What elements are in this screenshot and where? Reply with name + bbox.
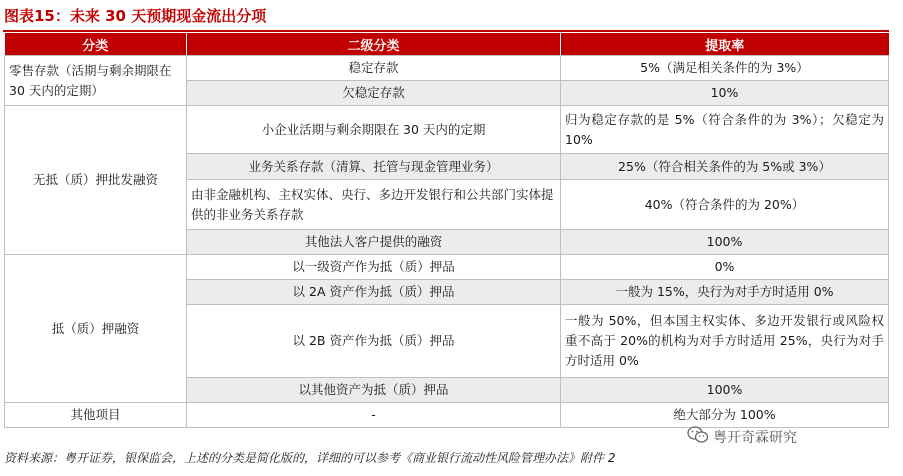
header-subcategory: 二级分类 [187, 33, 561, 56]
subcategory-cell: 由非金融机构、主权实体、央行、多边开发银行和公共部门实体提供的非业务关系存款 [187, 180, 561, 230]
cash-outflow-table [4, 33, 889, 428]
category-cell: 无抵（质）押批发融资 [5, 106, 187, 255]
subcategory-cell: 小企业活期与剩余期限在 30 天内的定期 [187, 106, 561, 154]
header-rate: 提取率 [561, 33, 889, 56]
subcategory-cell: 其他法人客户提供的融资 [187, 230, 561, 255]
category-cell: 零售存款（活期与剩余期限在 30 天内的定期） [5, 56, 187, 106]
rate-cell: 5%（满足相关条件的为 3%） [561, 56, 889, 81]
rate-cell: 10% [561, 81, 889, 106]
rate-cell: 一般为 15%，央行为对手方时适用 0% [561, 280, 889, 305]
source-note: 资料来源：粤开证券，银保监会，上述的分类是简化版的，详细的可以参考《商业银行流动性风险管理办法》附件 2 [4, 451, 616, 465]
watermark-text: 粤开奇霖研究 [713, 430, 797, 446]
watermark [687, 426, 797, 448]
table-row [5, 403, 889, 428]
subcategory-cell: 欠稳定存款 [187, 81, 561, 106]
header-category: 分类 [5, 33, 187, 56]
subcategory-cell: 以其他资产为抵（质）押品 [187, 378, 561, 403]
table-row [5, 255, 889, 280]
rate-cell: 绝大部分为 100% [561, 403, 889, 428]
subcategory-cell: 业务关系存款（清算、托管与现金管理业务） [187, 154, 561, 180]
subcategory-cell: 以 2B 资产作为抵（质）押品 [187, 305, 561, 378]
rate-cell: 100% [561, 230, 889, 255]
rate-cell: 0% [561, 255, 889, 280]
rate-cell: 25%（符合相关条件的为 5%或 3%） [561, 154, 889, 180]
subcategory-cell: - [187, 403, 561, 428]
category-cell: 抵（质）押融资 [5, 255, 187, 403]
rate-cell: 40%（符合条件的为 20%） [561, 180, 889, 230]
figure-title: 图表15：未来 30 天预期现金流出分项 [4, 7, 267, 25]
category-cell: 其他项目 [5, 403, 187, 428]
subcategory-cell: 稳定存款 [187, 56, 561, 81]
title-divider [3, 30, 889, 32]
table-row [5, 56, 889, 81]
wechat-icon [687, 426, 709, 448]
subcategory-cell: 以 2A 资产作为抵（质）押品 [187, 280, 561, 305]
subcategory-cell: 以一级资产作为抵（质）押品 [187, 255, 561, 280]
table-header-row [5, 33, 889, 56]
rate-cell: 归为稳定存款的是 5%（符合条件的为 3%）；欠稳定为 10% [561, 106, 889, 154]
rate-cell: 一般为 50%，但本国主权实体、多边开发银行或风险权重不高于 20%的机构为对手方时适用 25%，央行为对手方时适用 0% [561, 305, 889, 378]
rate-cell: 100% [561, 378, 889, 403]
table-row [5, 106, 889, 154]
